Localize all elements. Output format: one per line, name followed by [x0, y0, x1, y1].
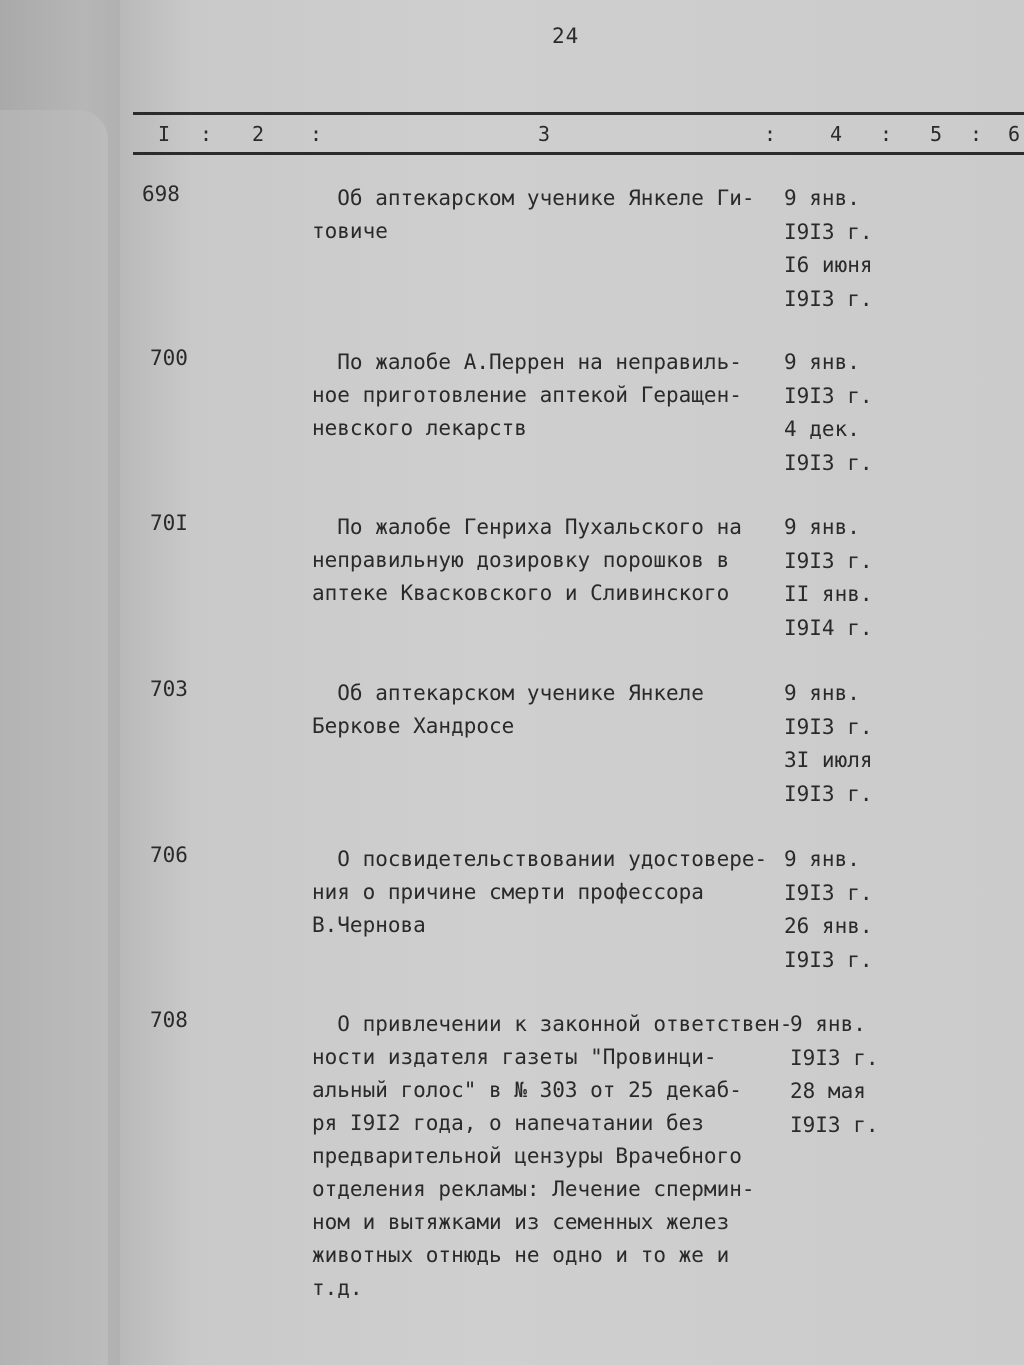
column-separator: :: [200, 122, 213, 146]
description-line: По жалобе А.Перрен на неправиль-: [312, 350, 742, 374]
description-line: невского лекарств: [312, 416, 527, 440]
entry-number: 70I: [150, 511, 188, 535]
end-year: I9I3 г.: [784, 450, 873, 475]
start-year: I9I3 г.: [784, 383, 873, 408]
start-year: I9I3 г.: [784, 219, 873, 244]
column-separator: :: [880, 122, 893, 146]
entry-dates: [790, 1008, 920, 1142]
description-line: ном и вытяжками из семенных желез: [312, 1210, 730, 1234]
start-date: 9 янв.: [790, 1012, 866, 1036]
start-date: 9 янв.: [784, 681, 860, 705]
description-line: Об аптекарском ученике Янкеле: [312, 681, 704, 705]
description-line: ря I9I2 года, о напечатании без: [312, 1111, 704, 1135]
start-year: I9I3 г.: [790, 1045, 879, 1070]
column-4-header: 4: [830, 122, 843, 146]
column-2-header: 2: [252, 122, 265, 146]
end-year: I9I3 г.: [790, 1112, 879, 1137]
entry-description: [312, 843, 782, 942]
entry-description: [312, 182, 782, 248]
description-line: ное приготовление аптекой Геращен-: [312, 383, 742, 407]
end-date: I6 июня: [784, 253, 873, 277]
description-line: товиче: [312, 219, 388, 243]
entry-dates: [784, 511, 914, 645]
column-separator: :: [970, 122, 983, 146]
description-line: Об аптекарском ученике Янкеле Ги-: [312, 186, 755, 210]
end-year: I9I3 г.: [784, 947, 873, 972]
start-date: 9 янв.: [784, 515, 860, 539]
column-3-header: 3: [538, 122, 551, 146]
description-line: О посвидетельствовании удостовере-: [312, 847, 768, 871]
end-year: I9I4 г.: [784, 615, 873, 640]
start-year: I9I3 г.: [784, 548, 873, 573]
description-line: Беркове Хандросе: [312, 714, 515, 738]
description-line: животных отнюдь не одно и то же и: [312, 1243, 730, 1267]
start-year: I9I3 г.: [784, 880, 873, 905]
end-year: I9I3 г.: [784, 286, 873, 311]
header-top-rule: [133, 112, 1024, 115]
page-number: 24: [552, 24, 580, 48]
entry-number: 703: [150, 677, 188, 701]
end-year: I9I3 г.: [784, 781, 873, 806]
entry-dates: [784, 677, 914, 811]
start-year: I9I3 г.: [784, 714, 873, 739]
entry-description: [312, 346, 782, 445]
header-bottom-rule: [133, 152, 1024, 155]
column-6-header: 6: [1008, 122, 1021, 146]
entry-number: 700: [150, 346, 188, 370]
entry-dates: [784, 346, 914, 480]
column-header-row: [0, 122, 1024, 150]
start-date: 9 янв.: [784, 847, 860, 871]
entry-description: [312, 511, 782, 610]
description-line: неправильную дозировку порошков в: [312, 548, 730, 572]
page-edge: [0, 110, 108, 1365]
entry-dates: [784, 182, 914, 316]
description-line: предварительной цензуры Врачебного: [312, 1144, 742, 1168]
entry-number: 706: [150, 843, 188, 867]
end-date: 3I июля: [784, 748, 873, 772]
start-date: 9 янв.: [784, 350, 860, 374]
description-line: О привлечении к законной ответствен-: [312, 1012, 793, 1036]
entry-description: [312, 1008, 793, 1305]
description-line: ния о причине смерти профессора: [312, 880, 704, 904]
description-line: В.Чернова: [312, 913, 426, 937]
column-5-header: 5: [930, 122, 943, 146]
end-date: 26 янв.: [784, 914, 873, 938]
column-separator: :: [310, 122, 323, 146]
entry-number: 708: [150, 1008, 188, 1032]
end-date: 28 мая: [790, 1079, 866, 1103]
column-separator: :: [764, 122, 777, 146]
description-line: ности издателя газеты "Провинци-: [312, 1045, 717, 1069]
description-line: т.д.: [312, 1276, 363, 1300]
description-line: аптеке Квасковского и Сливинского: [312, 581, 730, 605]
end-date: 4 дек.: [784, 417, 860, 441]
start-date: 9 янв.: [784, 186, 860, 210]
binding-margin: [0, 0, 120, 1365]
description-line: отделения рекламы: Лечение спермин-: [312, 1177, 755, 1201]
entry-description: [312, 677, 782, 743]
entry-number: 698: [142, 182, 180, 206]
column-1-header: I: [158, 122, 171, 146]
entry-dates: [784, 843, 914, 977]
description-line: альный голос" в № 303 от 25 декаб-: [312, 1078, 742, 1102]
end-date: II янв.: [784, 582, 873, 606]
description-line: По жалобе Генриха Пухальского на: [312, 515, 742, 539]
